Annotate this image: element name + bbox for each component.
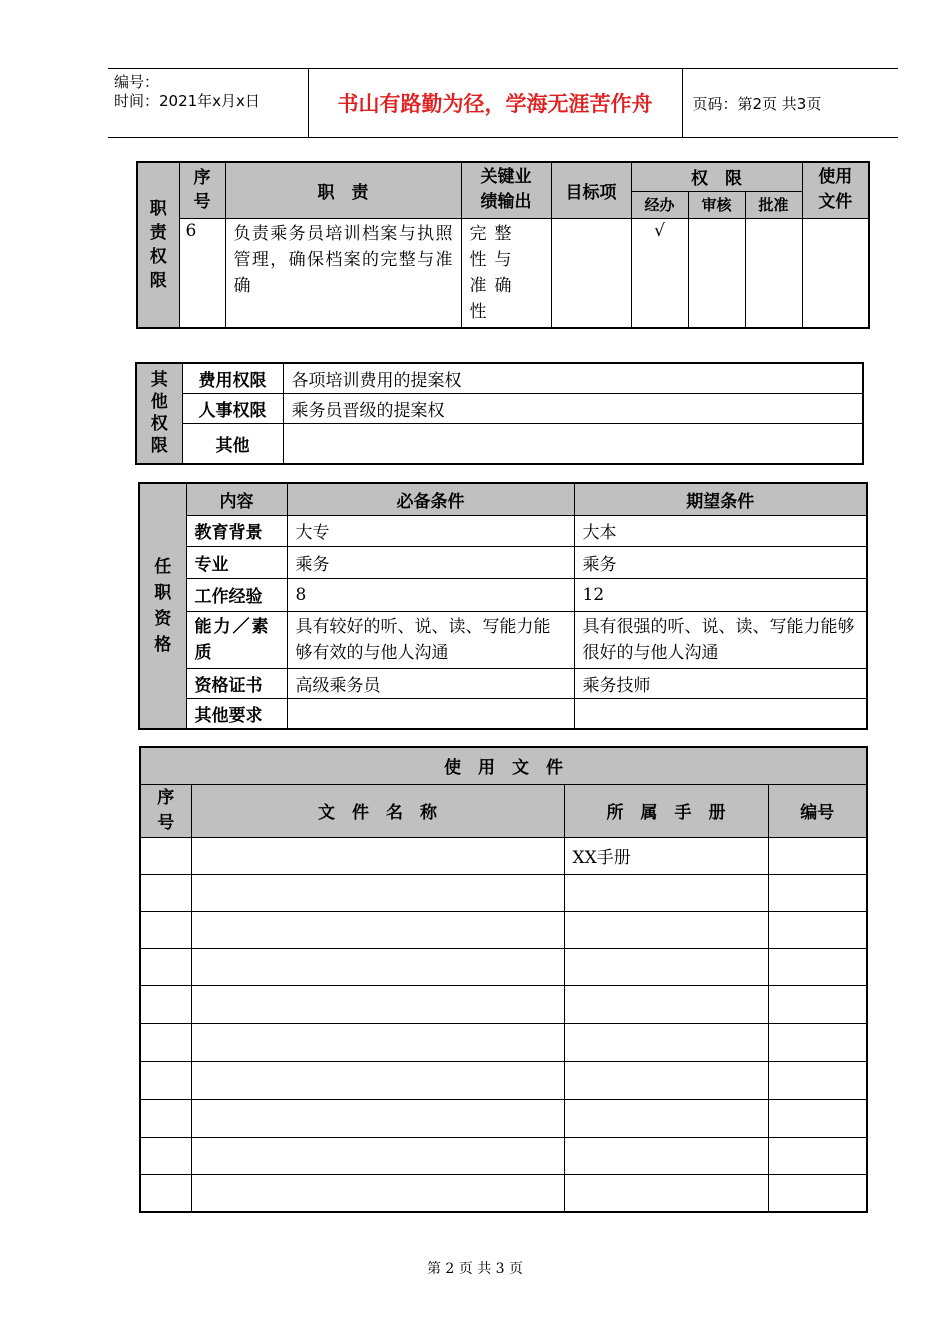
doc-name — [191, 837, 564, 874]
header-meta — [108, 69, 308, 138]
other-rights-label: 人事权限 — [182, 394, 283, 424]
doc-manual — [564, 948, 768, 985]
other-rights-value: 各项培训费用的提案权 — [283, 363, 863, 394]
duty-row-approve — [745, 218, 802, 328]
doc-manual — [564, 1061, 768, 1099]
other-rights-label: 费用权限 — [182, 363, 283, 394]
doc-manual: XX手册 — [564, 837, 768, 874]
table-row — [140, 985, 867, 1023]
header-motto: 书山有路勤为径，学海无涯苦作舟 — [308, 69, 682, 138]
other-rights-value — [283, 424, 863, 464]
header-docs: 使用文件 — [802, 162, 869, 218]
doc-manual — [564, 911, 768, 948]
qual-label: 其他要求 — [186, 698, 287, 729]
doc-code — [768, 1061, 867, 1099]
header-page-number: 页码：第2页 共3页 — [682, 69, 898, 138]
qual-expected: 乘务技师 — [574, 668, 867, 698]
table-row — [140, 874, 867, 911]
table-row — [140, 948, 867, 985]
header-target: 目标项 — [551, 162, 631, 218]
doc-seq — [140, 874, 191, 911]
doc-seq — [140, 1023, 191, 1061]
doc-header-code: 编号 — [768, 784, 867, 837]
doc-name — [191, 985, 564, 1023]
doc-name — [191, 948, 564, 985]
qual-label: 资格证书 — [186, 668, 287, 698]
qual-expected: 大本 — [574, 515, 867, 546]
qual-label: 教育背景 — [186, 515, 287, 546]
page-header — [108, 68, 898, 138]
header-duty: 职 责 — [225, 162, 461, 218]
doc-name — [191, 1061, 564, 1099]
doc-seq — [140, 948, 191, 985]
qual-required: 8 — [287, 578, 574, 611]
doc-seq — [140, 1137, 191, 1174]
table-row — [140, 1174, 867, 1212]
duty-row-docs — [802, 218, 869, 328]
page-footer: 第 2 页 共 3 页 — [426, 1261, 524, 1277]
duty-row-duty: 负责乘务员培训档案与执照管理，确保档案的完整与准确 — [225, 218, 461, 328]
qual-expected — [574, 698, 867, 729]
header-review: 审核 — [688, 191, 745, 218]
doc-name — [191, 1174, 564, 1212]
qual-required: 具有较好的听、说、读、写能力能够有效的与他人沟通 — [287, 611, 574, 668]
doc-header-manual: 所 属 手 册 — [564, 784, 768, 837]
doc-name — [191, 1023, 564, 1061]
doc-manual — [564, 985, 768, 1023]
doc-name — [191, 1099, 564, 1137]
header-key-output: 关键业绩输出 — [461, 162, 551, 218]
doc-seq — [140, 911, 191, 948]
qual-label: 能力／素质 — [186, 611, 287, 668]
table-row — [140, 1061, 867, 1099]
doc-name — [191, 1137, 564, 1174]
doc-code — [768, 911, 867, 948]
header-authority: 权 限 — [631, 162, 802, 191]
doc-manual — [564, 1099, 768, 1137]
table-row — [140, 837, 867, 874]
header-approve: 批准 — [745, 191, 802, 218]
qual-header-expected: 期望条件 — [574, 483, 867, 515]
doc-manual — [564, 1137, 768, 1174]
doc-code — [768, 874, 867, 911]
doc-seq — [140, 1099, 191, 1137]
doc-code — [768, 985, 867, 1023]
qualification-table — [138, 482, 868, 730]
qual-required: 高级乘务员 — [287, 668, 574, 698]
doc-code — [768, 948, 867, 985]
duty-row-target — [551, 218, 631, 328]
other-rights-side-label: 其他权限 — [136, 363, 182, 464]
doc-seq — [140, 837, 191, 874]
doc-code — [768, 1099, 867, 1137]
duty-row-key-output: 完整性与准确性 — [461, 218, 551, 328]
doc-manual — [564, 1174, 768, 1212]
doc-seq — [140, 985, 191, 1023]
doc-seq — [140, 1061, 191, 1099]
doc-manual — [564, 874, 768, 911]
doc-name — [191, 874, 564, 911]
qual-expected: 乘务 — [574, 546, 867, 578]
table-row — [140, 1099, 867, 1137]
other-rights-label: 其他 — [182, 424, 283, 464]
qual-header-content: 内容 — [186, 483, 287, 515]
doc-name — [191, 911, 564, 948]
doc-code — [768, 1023, 867, 1061]
duty-row-handle: √ — [631, 218, 688, 328]
qual-header-required: 必备条件 — [287, 483, 574, 515]
doc-code — [768, 1137, 867, 1174]
doc-manual — [564, 1023, 768, 1061]
header-handle: 经办 — [631, 191, 688, 218]
qual-required: 大专 — [287, 515, 574, 546]
doc-seq — [140, 1174, 191, 1212]
documents-title: 使 用 文 件 — [140, 747, 867, 784]
qual-expected: 12 — [574, 578, 867, 611]
doc-code — [768, 1174, 867, 1212]
qual-label: 专业 — [186, 546, 287, 578]
doc-code — [768, 837, 867, 874]
doc-header-seq: 序号 — [140, 784, 191, 837]
duty-row-review — [688, 218, 745, 328]
qual-required: 乘务 — [287, 546, 574, 578]
qualification-side-label: 任职资格 — [139, 483, 186, 729]
code-label: 编号： — [114, 73, 160, 91]
qual-expected: 具有很强的听、说、读、写能力能够很好的与他人沟通 — [574, 611, 867, 668]
header-seq: 序号 — [179, 162, 225, 218]
other-rights-value: 乘务员晋级的提案权 — [283, 394, 863, 424]
duty-table — [136, 161, 870, 329]
qual-required — [287, 698, 574, 729]
doc-header-name: 文 件 名 称 — [191, 784, 564, 837]
qual-label: 工作经验 — [186, 578, 287, 611]
documents-table — [139, 746, 868, 1213]
table-row — [140, 1023, 867, 1061]
duty-side-label: 职责权限 — [137, 162, 179, 328]
other-rights-table — [135, 362, 864, 465]
table-row — [140, 911, 867, 948]
table-row — [140, 1137, 867, 1174]
duty-row-seq: 6 — [179, 218, 225, 328]
time-label: 时间：2021年x月x日 — [114, 92, 260, 110]
